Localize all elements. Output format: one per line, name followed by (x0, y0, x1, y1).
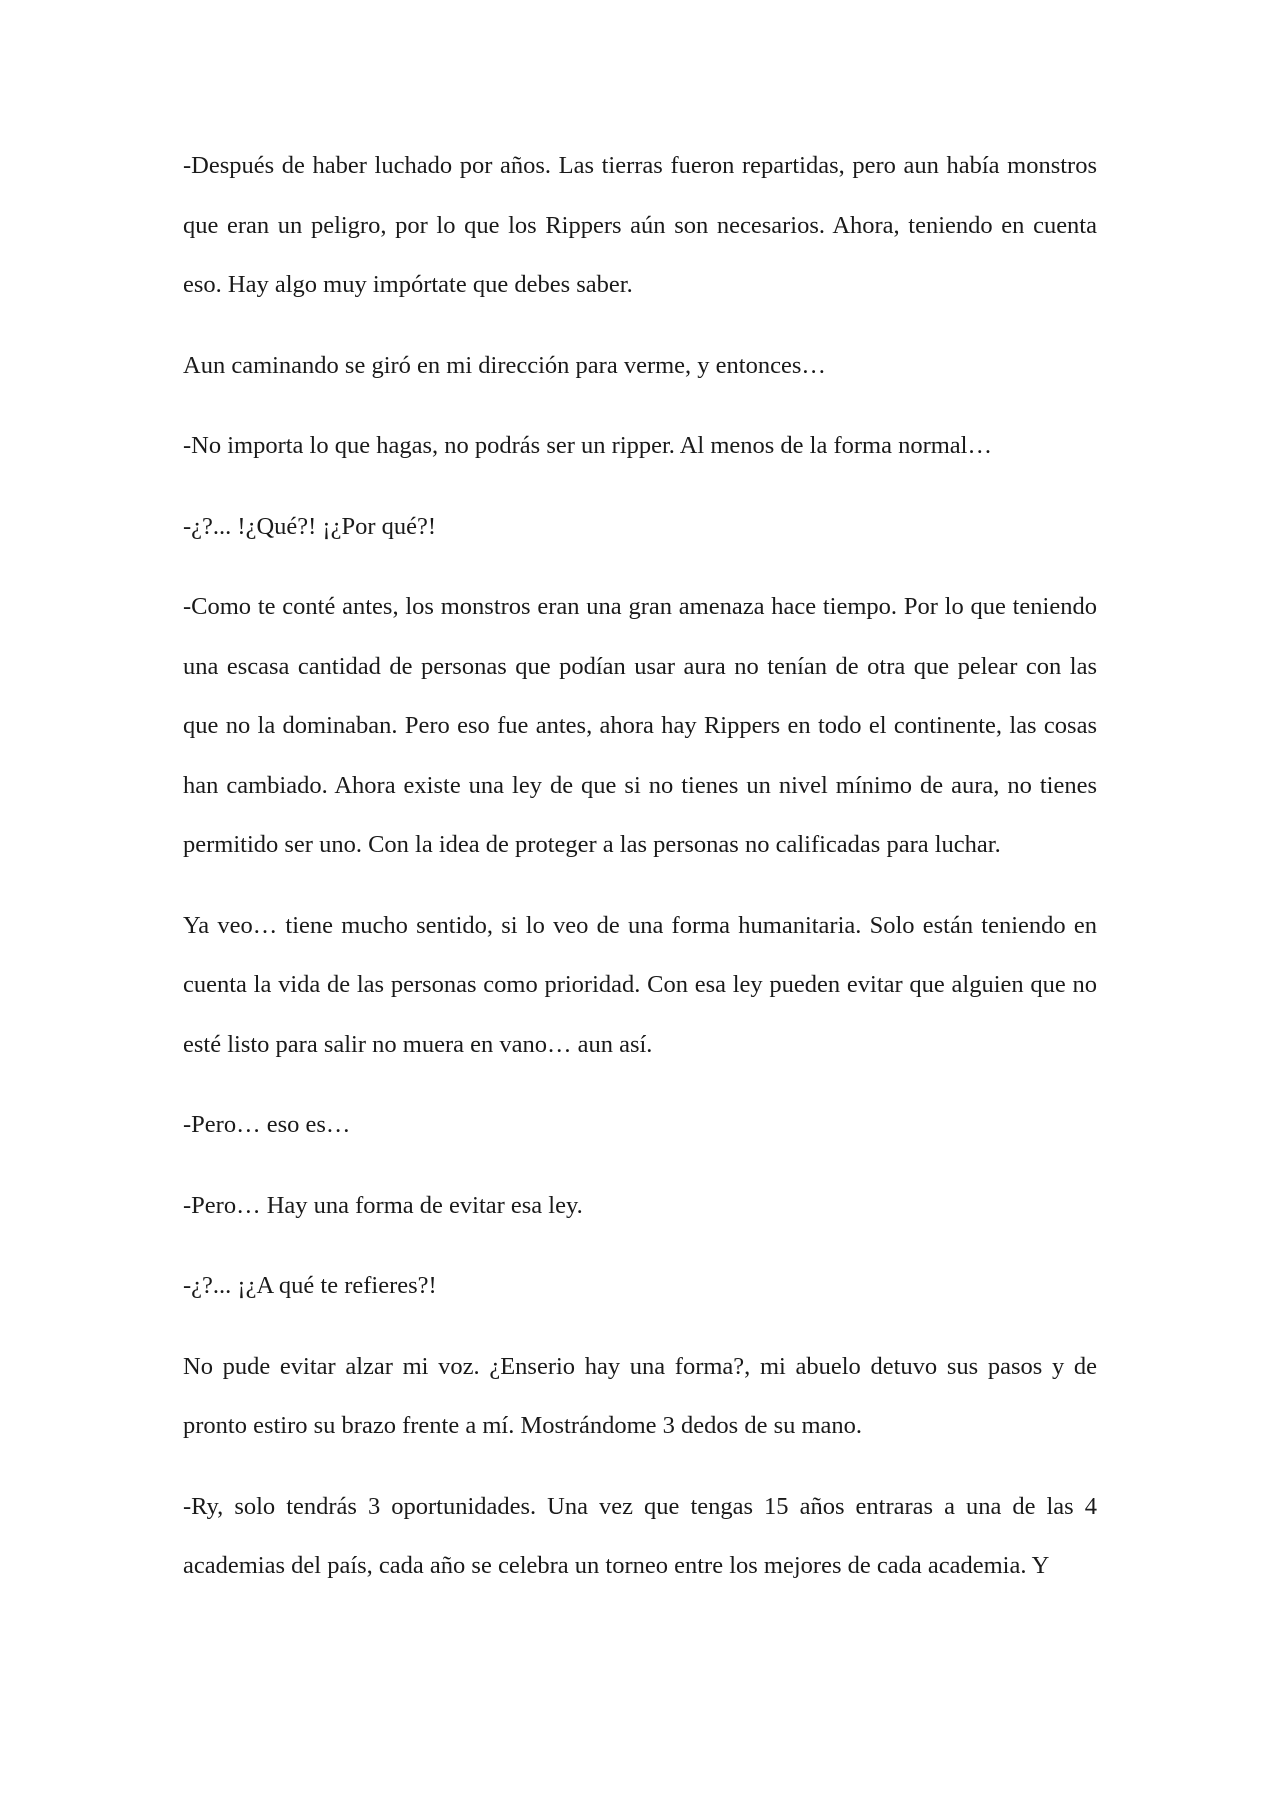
paragraph-2: Aun caminando se giró en mi dirección para verme, y entonces… (183, 351, 826, 379)
paragraph-4: -¿?... !¿Qué?! ¡¿Por qué?! (183, 512, 437, 540)
paragraph-8: -Pero… Hay una forma de evitar esa ley. (183, 1191, 583, 1219)
paragraph-10: No pude evitar alzar mi voz. ¿Enserio hay una forma?, mi abuelo detuvo sus pasos y de pronto estiro su brazo frente a mí. Mostrándome 3 dedos de su mano. (183, 1352, 1097, 1439)
body-text (183, 136, 1097, 1617)
paragraph-6: Ya veo… tiene mucho sentido, si lo veo de una forma humanitaria. Solo están teniendo en cuenta la vida de las personas como prioridad. Con esa ley pueden evitar que alguien que no esté listo para salir no muera en vano… aun así. (183, 911, 1097, 1058)
paragraph-9: -¿?... ¡¿A qué te refieres?! (183, 1272, 437, 1299)
paragraph-5: -Como te conté antes, los monstros eran una gran amenaza hace tiempo. Por lo que teniendo una escasa cantidad de personas que podían usar aura no tenían de otra que pelear con las que no la dominaban. Pero eso fue antes, ahora hay Rippers en todo el continente, las cosas han cambiado. Ahora existe una ley de que si no tienes un nivel mínimo de aura, no tienes permitido ser uno. Con la idea de proteger a las personas no calificadas para luchar. (183, 593, 1097, 858)
paragraph-1: -Después de haber luchado por años. Las tierras fueron repartidas, pero aun había monstros que eran un peligro, por lo que los Rippers aún son necesarios. Ahora, teniendo en cuenta eso. Hay algo muy impórtate que debes saber. (183, 152, 1097, 298)
paragraph-7: -Pero… eso es… (183, 1111, 351, 1138)
paragraph-3: -No importa lo que hagas, no podrás ser un ripper. Al menos de la forma normal… (183, 432, 992, 459)
paragraph-11: -Ry, solo tendrás 3 oportunidades. Una vez que tengas 15 años entraras a una de las 4 academias del país, cada año se celebra un torneo entre los mejores de cada academia. Y (183, 1492, 1097, 1579)
